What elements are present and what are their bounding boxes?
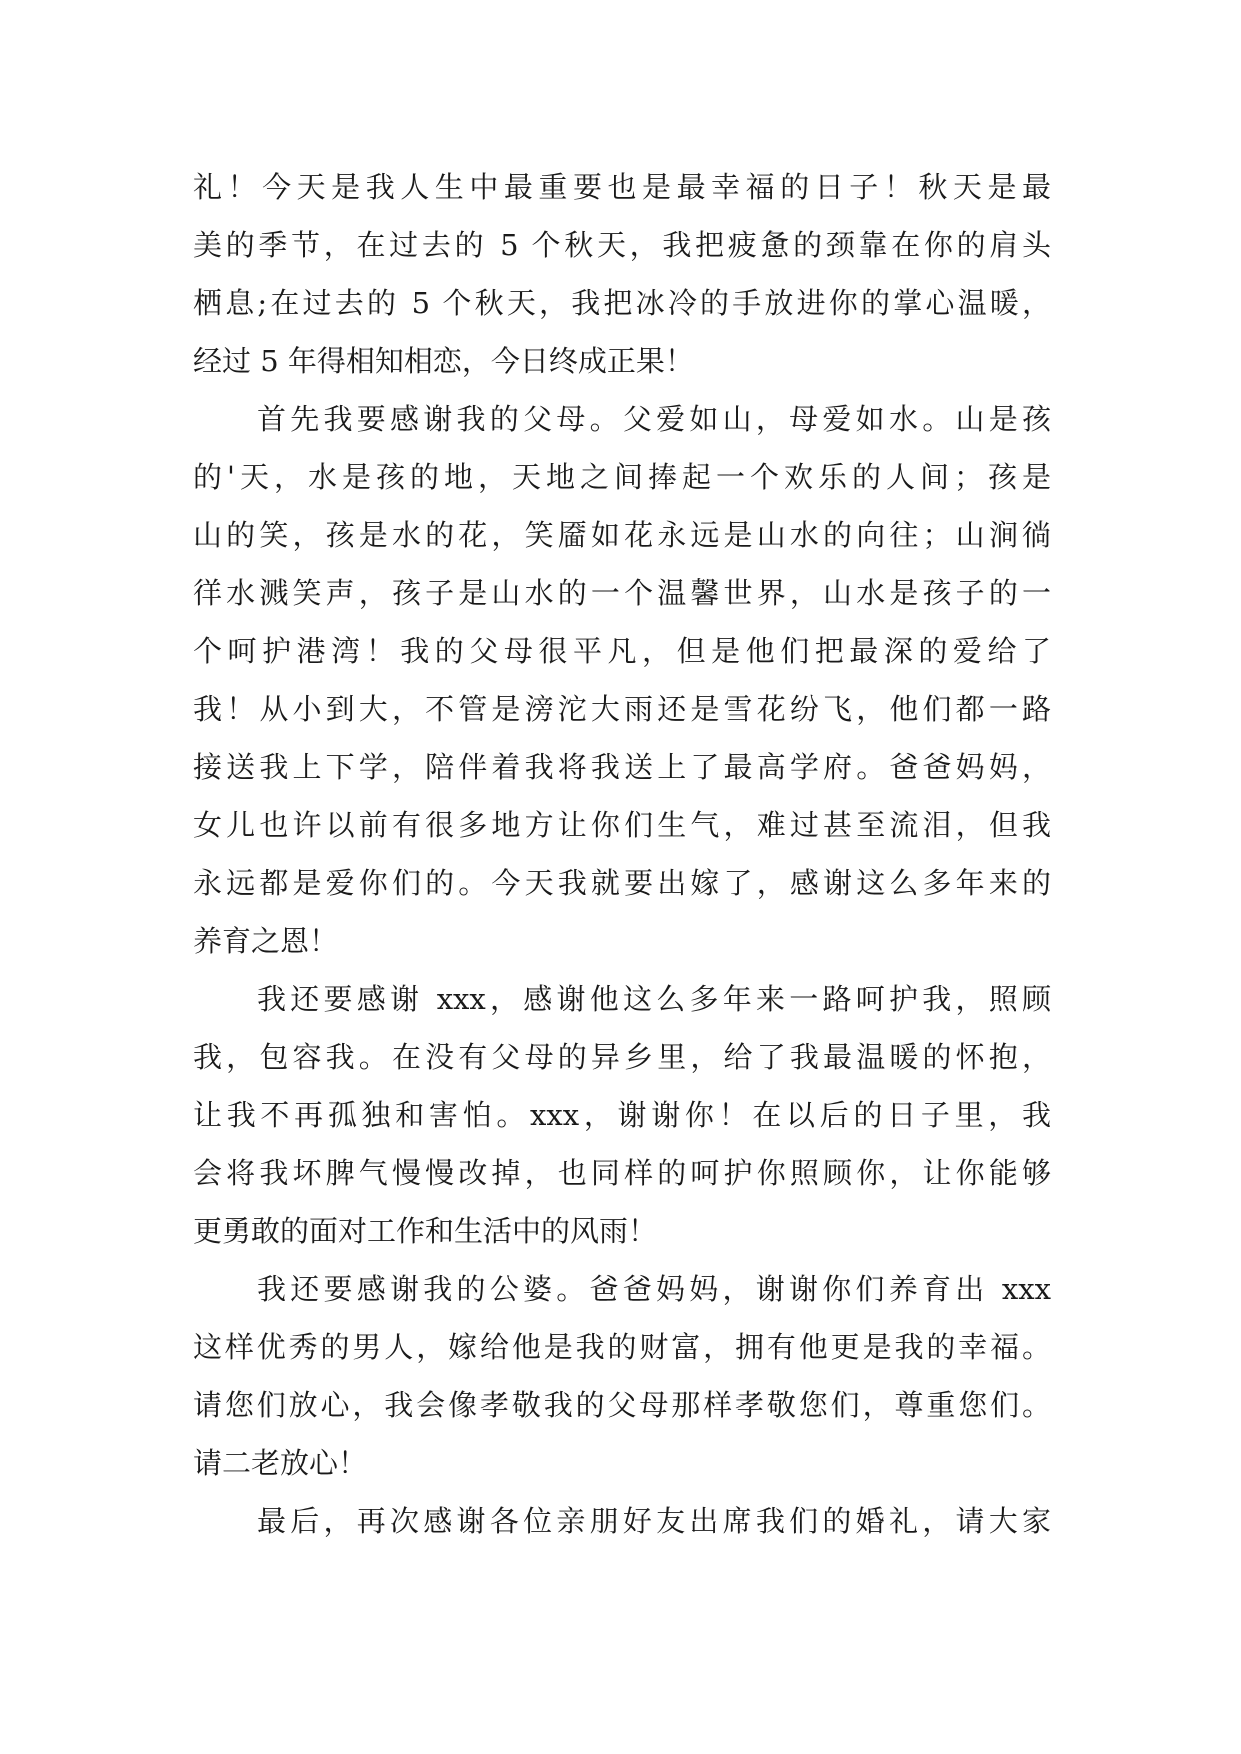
text-line: 山的笑，孩是水的花，笑靥如花永远是山水的向往；山涧徜 [193, 518, 1051, 552]
text-line: 经过 5 年得相知相恋，今日终成正果！ [193, 344, 694, 378]
text-line: 会将我坏脾气慢慢改掉，也同样的呵护你照顾你，让你能够 [193, 1156, 1051, 1190]
text-line: 美的季节，在过去的 5 个秋天，我把疲惫的颈靠在你的肩头 [193, 228, 1051, 262]
paragraph-start-line: 我还要感谢我的公婆。爸爸妈妈，谢谢你们养育出 xxx [257, 1272, 1051, 1306]
text-line: 我！从小到大，不管是滂沱大雨还是雪花纷飞，他们都一路 [193, 692, 1051, 726]
paragraph-start-line: 我还要感谢 xxx，感谢他这么多年来一路呵护我，照顾 [257, 982, 1051, 1016]
text-line: 徉水溅笑声，孩子是山水的一个温馨世界，山水是孩子的一 [193, 576, 1051, 610]
text-line: 养育之恩！ [193, 924, 339, 958]
text-line: 这样优秀的男人，嫁给他是我的财富，拥有他更是我的幸福。 [193, 1330, 1051, 1364]
text-line: 更勇敢的面对工作和生活中的风雨！ [193, 1214, 658, 1248]
text-line: 我，包容我。在没有父母的异乡里，给了我最温暖的怀抱， [193, 1040, 1051, 1074]
text-line: 个呵护港湾！我的父母很平凡，但是他们把最深的爱给了 [193, 634, 1051, 668]
paragraph-start-line: 最后，再次感谢各位亲朋好友出席我们的婚礼，请大家 [257, 1504, 1051, 1538]
text-line: 礼！今天是我人生中最重要也是最幸福的日子！秋天是最 [193, 170, 1051, 204]
text-line: 女儿也许以前有很多地方让你们生气，难过甚至流泪，但我 [193, 808, 1051, 842]
body-text [193, 158, 1051, 1550]
text-line: 的'天，水是孩的地，天地之间捧起一个欢乐的人间；孩是 [193, 460, 1051, 494]
text-line: 请您们放心，我会像孝敬我的父母那样孝敬您们，尊重您们。 [193, 1388, 1051, 1422]
text-line: 永远都是爱你们的。今天我就要出嫁了，感谢这么多年来的 [193, 866, 1051, 900]
text-line: 让我不再孤独和害怕。xxx，谢谢你！在以后的日子里，我 [193, 1098, 1051, 1132]
text-line: 栖息;在过去的 5 个秋天，我把冰冷的手放进你的掌心温暖， [193, 286, 1051, 320]
text-line: 请二老放心！ [193, 1446, 368, 1480]
paragraph-start-line: 首先我要感谢我的父母。父爱如山，母爱如水。山是孩 [257, 402, 1051, 436]
text-line: 接送我上下学，陪伴着我将我送上了最高学府。爸爸妈妈， [193, 750, 1051, 784]
